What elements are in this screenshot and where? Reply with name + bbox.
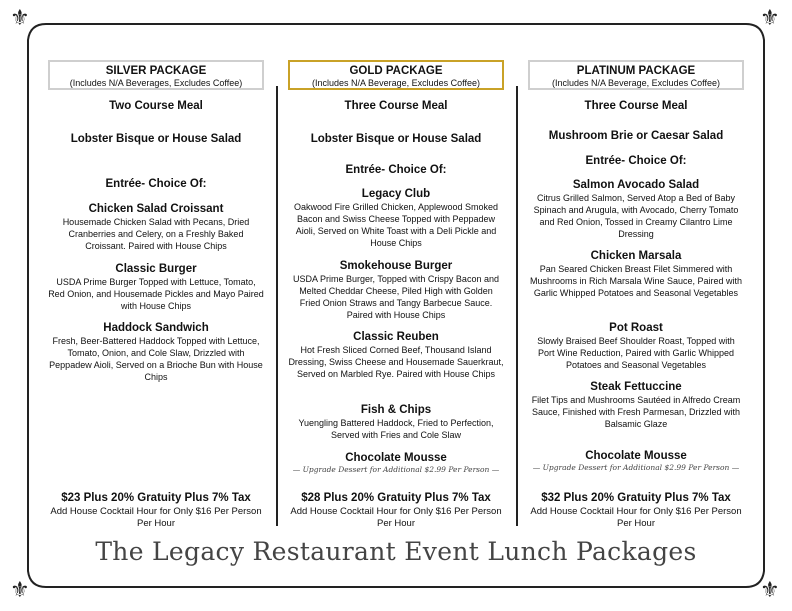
- package-price: [48, 491, 264, 530]
- package-price: [288, 491, 504, 530]
- cocktail-offer: Add House Cocktail Hour for Only $16 Per Person Per Hour: [530, 506, 742, 529]
- item-name: Smokehouse Burger: [339, 260, 453, 272]
- menu-item: [288, 187, 504, 249]
- starter-choice: Lobster Bisque or House Salad: [310, 133, 482, 145]
- entree-heading: Entrée- Choice Of:: [585, 155, 687, 167]
- item-description: Fresh, Beer-Battered Haddock Topped with Lettuce, Tomato, Onion, and Cole Slaw, Drizzled with Peppadew Aioli, Served on a Brioche Bun with House Chips: [49, 336, 263, 382]
- package-title: GOLD PACKAGE: [349, 65, 443, 77]
- menu-item: [528, 249, 744, 299]
- package-price: [528, 491, 744, 530]
- starter-choice: Mushroom Brie or Caesar Salad: [548, 130, 724, 142]
- item-name: Fish & Chips: [360, 404, 432, 416]
- meal-type: Three Course Meal: [344, 100, 448, 112]
- menu-item: [528, 380, 744, 430]
- package-header: [288, 60, 504, 90]
- dessert-item: [288, 451, 504, 474]
- package-header: [528, 60, 744, 90]
- page-title: The Legacy Restaurant Event Lunch Packages: [95, 537, 697, 566]
- price-text: $23 Plus 20% Gratuity Plus 7% Tax: [61, 492, 251, 504]
- package-includes: (Includes N/A Beverage, Excludes Coffee): [312, 78, 480, 88]
- price-text: $32 Plus 20% Gratuity Plus 7% Tax: [541, 492, 731, 504]
- starter-choice: Lobster Bisque or House Salad: [70, 133, 242, 145]
- menu-item: [528, 321, 744, 371]
- cocktail-offer: Add House Cocktail Hour for Only $16 Per Person Per Hour: [50, 506, 262, 529]
- entree-heading: Entrée- Choice Of:: [345, 164, 447, 176]
- dessert-upgrade-note: — Upgrade Dessert for Additional $2.99 Per Person —: [532, 463, 740, 472]
- dessert-item: [528, 449, 744, 472]
- package-title: SILVER PACKAGE: [105, 65, 207, 77]
- menu-item: [48, 202, 264, 252]
- item-description: Slowly Braised Beef Shoulder Roast, Topped with Port Wine Reduction, Paired with Garlic Whipped Potatoes and Seasonal Vegetables: [537, 336, 735, 370]
- item-description: USDA Prime Burger Topped with Lettuce, Tomato, Red Onion, and Housemade Pickles and Mayo Paired with House Chips: [48, 277, 264, 311]
- item-name: Classic Reuben: [353, 331, 439, 343]
- fleur-de-lis-icon: ⚜: [10, 6, 30, 31]
- column-divider: [516, 86, 518, 526]
- fleur-de-lis-icon: ⚜: [760, 6, 780, 31]
- gold-package-column: [288, 60, 504, 529]
- item-description: Hot Fresh Sliced Corned Beef, Thousand Island Dressing, Swiss Cheese and Housemade Sauerkraut, Served on Marbled Rye. Paired with House Chips: [288, 345, 504, 379]
- package-header: [48, 60, 264, 90]
- meal-type: Two Course Meal: [109, 100, 203, 112]
- item-name: Classic Burger: [115, 263, 197, 275]
- price-text: $28 Plus 20% Gratuity Plus 7% Tax: [301, 492, 491, 504]
- item-name: Chicken Salad Croissant: [88, 203, 224, 215]
- item-name: Steak Fettuccine: [590, 381, 682, 393]
- item-description: USDA Prime Burger, Topped with Crispy Bacon and Melted Cheddar Cheese, Piled High with Golden Fried Onion Straws and Tangy Barbecue Sauce. Paired with House Chips: [293, 274, 499, 320]
- dessert-name: Chocolate Mousse: [345, 452, 447, 464]
- item-description: Pan Seared Chicken Breast Filet Simmered with Mushrooms in Rich Marsala Wine Sauce, Paired with Garlic Whipped Potatoes and Seasonal Vegetables: [529, 264, 743, 298]
- menu-item: [288, 330, 504, 380]
- item-name: Pot Roast: [609, 322, 663, 334]
- item-description: Housemade Chicken Salad with Pecans, Dried Cranberries and Celery, on a Freshly Baked Croissant. Paired with House Chips: [62, 217, 250, 251]
- package-title: PLATINUM PACKAGE: [576, 65, 696, 77]
- menu-item: [288, 403, 504, 441]
- item-name: Salmon Avocado Salad: [572, 179, 700, 191]
- platinum-package-column: [528, 60, 744, 529]
- item-description: Filet Tips and Mushrooms Sautéed in Alfredo Cream Sauce, Finished with Fresh Parmesan, Drizzled with Balsamic Glaze: [531, 395, 741, 429]
- menu-item: [48, 262, 264, 312]
- meal-type: Three Course Meal: [584, 100, 688, 112]
- package-includes: (Includes N/A Beverages, Excludes Coffee): [69, 78, 243, 88]
- dessert-name: Chocolate Mousse: [585, 450, 687, 462]
- fleur-de-lis-icon: ⚜: [10, 578, 30, 603]
- item-description: Oakwood Fire Grilled Chicken, Applewood Smoked Bacon and Swiss Cheese Topped with Peppadew Aioli, Served on White Toast with a Deli Pickle and House Chips: [293, 202, 499, 248]
- item-description: Yuengling Battered Haddock, Fried to Perfection, Served with Fries and Cole Slaw: [298, 418, 494, 440]
- item-description: Citrus Grilled Salmon, Served Atop a Bed of Baby Spinach and Arugula, with Avocado, Cherry Tomato and Red Onion, Tossed in Creamy Cilantro Lime Dressing: [533, 193, 739, 239]
- menu-item: [528, 178, 744, 240]
- dessert-upgrade-note: — Upgrade Dessert for Additional $2.99 Per Person —: [292, 465, 500, 474]
- fleur-de-lis-icon: ⚜: [760, 578, 780, 603]
- package-includes: (Includes N/A Beverage, Excludes Coffee): [552, 78, 720, 88]
- item-name: Legacy Club: [361, 188, 431, 200]
- menu-item: [48, 321, 264, 383]
- entree-heading: Entrée- Choice Of:: [105, 178, 207, 190]
- item-name: Chicken Marsala: [590, 250, 682, 262]
- silver-package-column: [48, 60, 264, 529]
- item-name: Haddock Sandwich: [103, 322, 209, 334]
- column-divider: [276, 86, 278, 526]
- menu-item: [288, 259, 504, 321]
- cocktail-offer: Add House Cocktail Hour for Only $16 Per Person Per Hour: [290, 506, 502, 529]
